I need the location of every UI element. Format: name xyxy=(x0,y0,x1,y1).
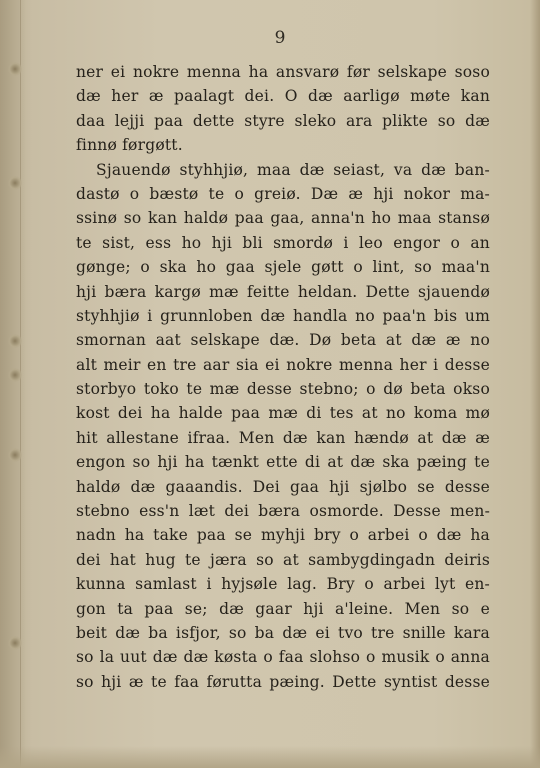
text-line: ssinø so kan haldø paa gaa, anna'n ho maa stansø xyxy=(76,209,490,228)
text-line: stebno ess'n læt dei bæra osmorde. Desse men- xyxy=(76,502,490,521)
text-line: dastø o bæstø te o greiø. Dæ æ hji nokor ma- xyxy=(76,184,490,203)
page-bottom-edge xyxy=(0,746,540,768)
text-line: hji bæra kargø mæ feitte heldan. Dette sjauendø xyxy=(76,282,490,301)
binding-stitch xyxy=(8,636,22,650)
text-line: so hji æ te faa førutta pæing. Dette syntist desse xyxy=(76,672,490,691)
spine-fold xyxy=(20,0,21,768)
text-line: dæ her æ paalagt dei. O dæ aarligø møte kan xyxy=(76,87,490,106)
text-line: so la uut dæ dæ køsta o faa slohso o musik o anna xyxy=(76,648,490,667)
binding-stitch xyxy=(8,176,22,190)
text-line: ner ei nokre menna ha ansvarø før selskape soso xyxy=(76,63,490,81)
text-line: kunna samlast i hyjsøle lag. Bry o arbei lyt en- xyxy=(76,575,490,594)
page-number: 9 xyxy=(274,28,286,48)
binding-stitch xyxy=(8,62,22,76)
text-line: nadn ha take paa se myhji bry o arbei o dæ ha xyxy=(76,526,490,545)
text-line: finnø førgøtt. xyxy=(76,136,183,155)
text-line: smornan aat selskape dæ. Dø beta at dæ æ no xyxy=(76,331,490,350)
text-line: gon ta paa se; dæ gaar hji a'leine. Men so e xyxy=(76,599,490,618)
binding-stitch xyxy=(8,334,22,348)
text-line: daa lejji paa dette styre sleko ara plikte so dæ xyxy=(76,111,490,130)
text-line: beit dæ ba isfjor, so ba dæ ei tvo tre snille kara xyxy=(76,623,490,642)
binding-stitch xyxy=(8,368,22,382)
body-text xyxy=(76,60,490,694)
text-line: haldø dæ gaaandis. Dei gaa hji sjølbo se desse xyxy=(76,477,490,496)
text-line: gønge; o ska ho gaa sjele gøtt o lint, so maa'n xyxy=(76,258,490,277)
binding-stitch xyxy=(8,448,22,462)
text-line: alt meir en tre aar sia ei nokre menna her i desse xyxy=(76,355,490,374)
text-line: storbyo toko te mæ desse stebno; o dø beta okso xyxy=(76,380,490,399)
text-line: engon so hji ha tænkt ette di at dæ ska pæing te xyxy=(76,453,490,472)
text-line: Sjauendø styhhjiø, maa dæ seiast, va dæ ban- xyxy=(96,160,490,179)
page-right-edge xyxy=(530,0,540,768)
text-line: kost dei ha halde paa mæ di tes at no koma mø xyxy=(76,404,490,423)
text-line: dei hat hug te jæra so at sambygdingadn deiris xyxy=(76,550,490,569)
text-line: styhhjiø i grunnloben dæ handla no paa'n bis um xyxy=(76,306,490,325)
text-line: te sist, ess ho hji bli smordø i leo engor o an xyxy=(76,233,490,252)
text-line: hit allestane ifraa. Men dæ kan hændø at dæ æ xyxy=(76,428,490,447)
spine-shadow xyxy=(0,0,26,768)
